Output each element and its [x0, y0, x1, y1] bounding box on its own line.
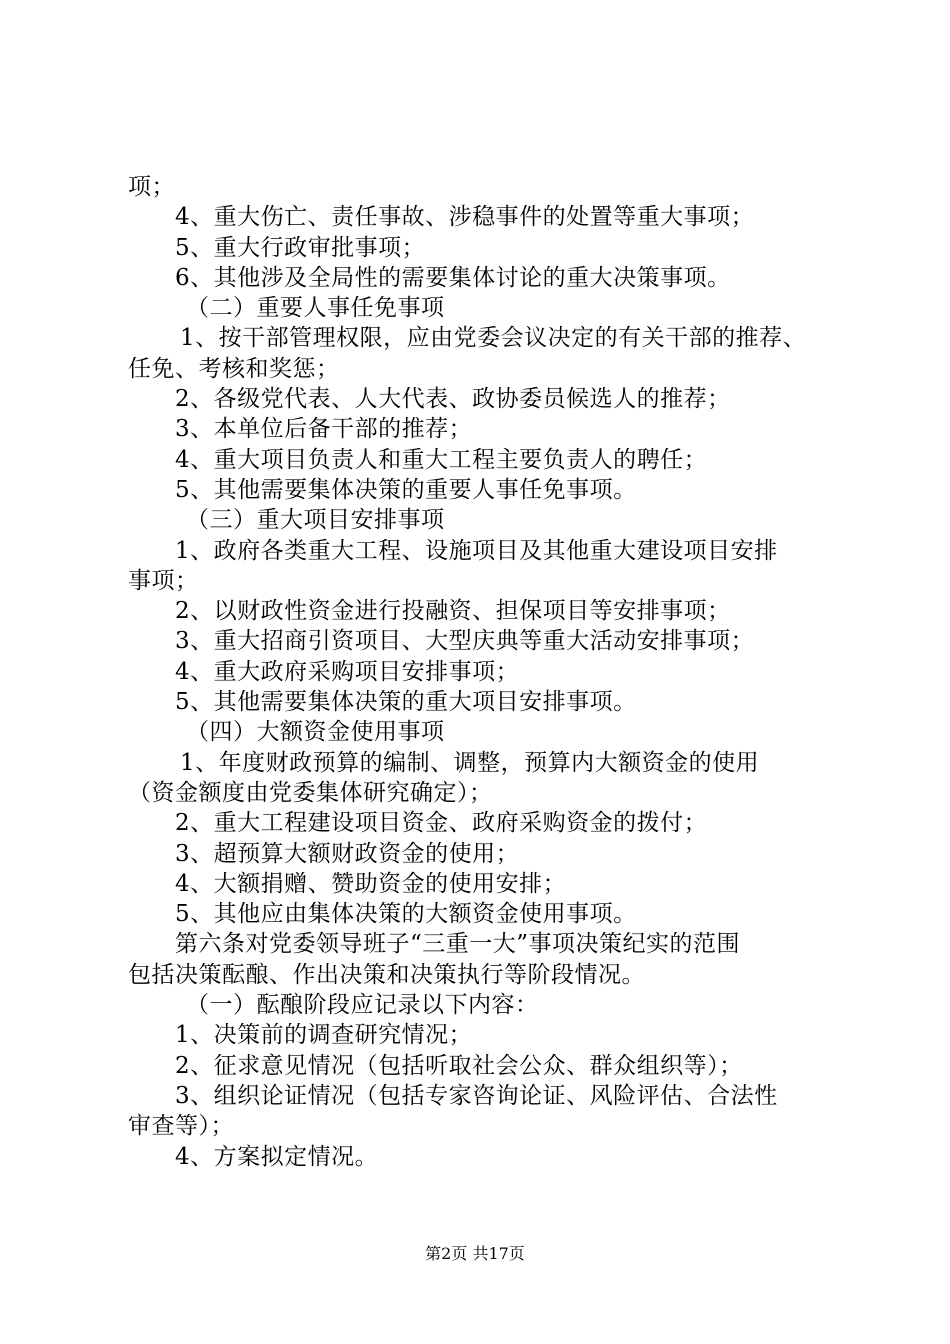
paragraph-line: 2、征求意见情况（包括听取社会公众、群众组织等）；: [175, 1052, 743, 1079]
paragraph-line: （四）大额资金使用事项: [186, 719, 445, 746]
paragraph-line: 3、重大招商引资项目、大型庆典等重大活动安排事项；: [175, 628, 755, 655]
paragraph-line: 4、重大项目负责人和重大工程主要负责人的聘任；: [175, 446, 708, 473]
paragraph-line: 审查等）；: [128, 1113, 234, 1140]
paragraph-line: 2、以财政性资金进行投融资、担保项目等安排事项；: [175, 598, 731, 625]
paragraph-line: （二）重要人事任免事项: [186, 295, 445, 322]
paragraph-line: 3、本单位后备干部的推荐；: [175, 416, 473, 443]
paragraph-line: （一）酝酿阶段应记录以下内容：: [186, 992, 539, 1019]
paragraph-line: 4、重大政府采购项目安排事项；: [175, 658, 520, 685]
paragraph-line: 5、其他需要集体决策的重大项目安排事项。: [175, 689, 637, 716]
paragraph-line: 3、组织论证情况（包括专家咨询论证、风险评估、合法性: [175, 1082, 778, 1109]
paragraph-line: 项；: [128, 174, 175, 200]
paragraph-line: 3、超预算大额财政资金的使用；: [175, 840, 520, 867]
page-footer: 第2页 共17页: [425, 1244, 525, 1263]
paragraph-line: 2、各级党代表、人大代表、政协委员候选人的推荐；: [175, 386, 731, 413]
paragraph-line: 5、重大行政审批事项；: [175, 234, 426, 261]
paragraph-line: （三）重大项目安排事项: [186, 507, 445, 534]
paragraph-line: 任免、考核和奖惩；: [128, 355, 340, 382]
paragraph-line: 6、其他涉及全局性的需要集体讨论的重大决策事项。: [175, 264, 731, 291]
paragraph-line: 5、其他应由集体决策的大额资金使用事项。: [175, 901, 637, 928]
paragraph-line: 事项；: [128, 567, 199, 594]
paragraph-line: （资金额度由党委集体研究确定）；: [128, 779, 493, 806]
paragraph-line: 1、决策前的调查研究情况；: [175, 1022, 473, 1049]
paragraph-line: 4、重大伤亡、责任事故、涉稳事件的处置等重大事项；: [175, 204, 755, 231]
paragraph-line: 包括决策酝酿、作出决策和决策执行等阶段情况。: [128, 961, 645, 988]
document-body: [128, 172, 838, 1172]
paragraph-line: 1、按干部管理权限，应由党委会议决定的有关干部的推荐、: [180, 325, 807, 352]
paragraph-line: 4、方案拟定情况。: [175, 1143, 379, 1170]
paragraph-line: 2、重大工程建设项目资金、政府采购资金的拨付；: [175, 810, 708, 837]
paragraph-line: 1、年度财政预算的编制、调整，预算内大额资金的使用: [180, 749, 760, 776]
paragraph-line: 5、其他需要集体决策的重要人事任免事项。: [175, 476, 637, 503]
paragraph-line: 第六条对党委领导班子“三重一大”事项决策纪实的范围: [175, 931, 741, 958]
paragraph-line: 4、大额捐赠、赞助资金的使用安排；: [175, 870, 567, 897]
paragraph-line: 1、政府各类重大工程、设施项目及其他重大建设项目安排: [175, 537, 778, 564]
